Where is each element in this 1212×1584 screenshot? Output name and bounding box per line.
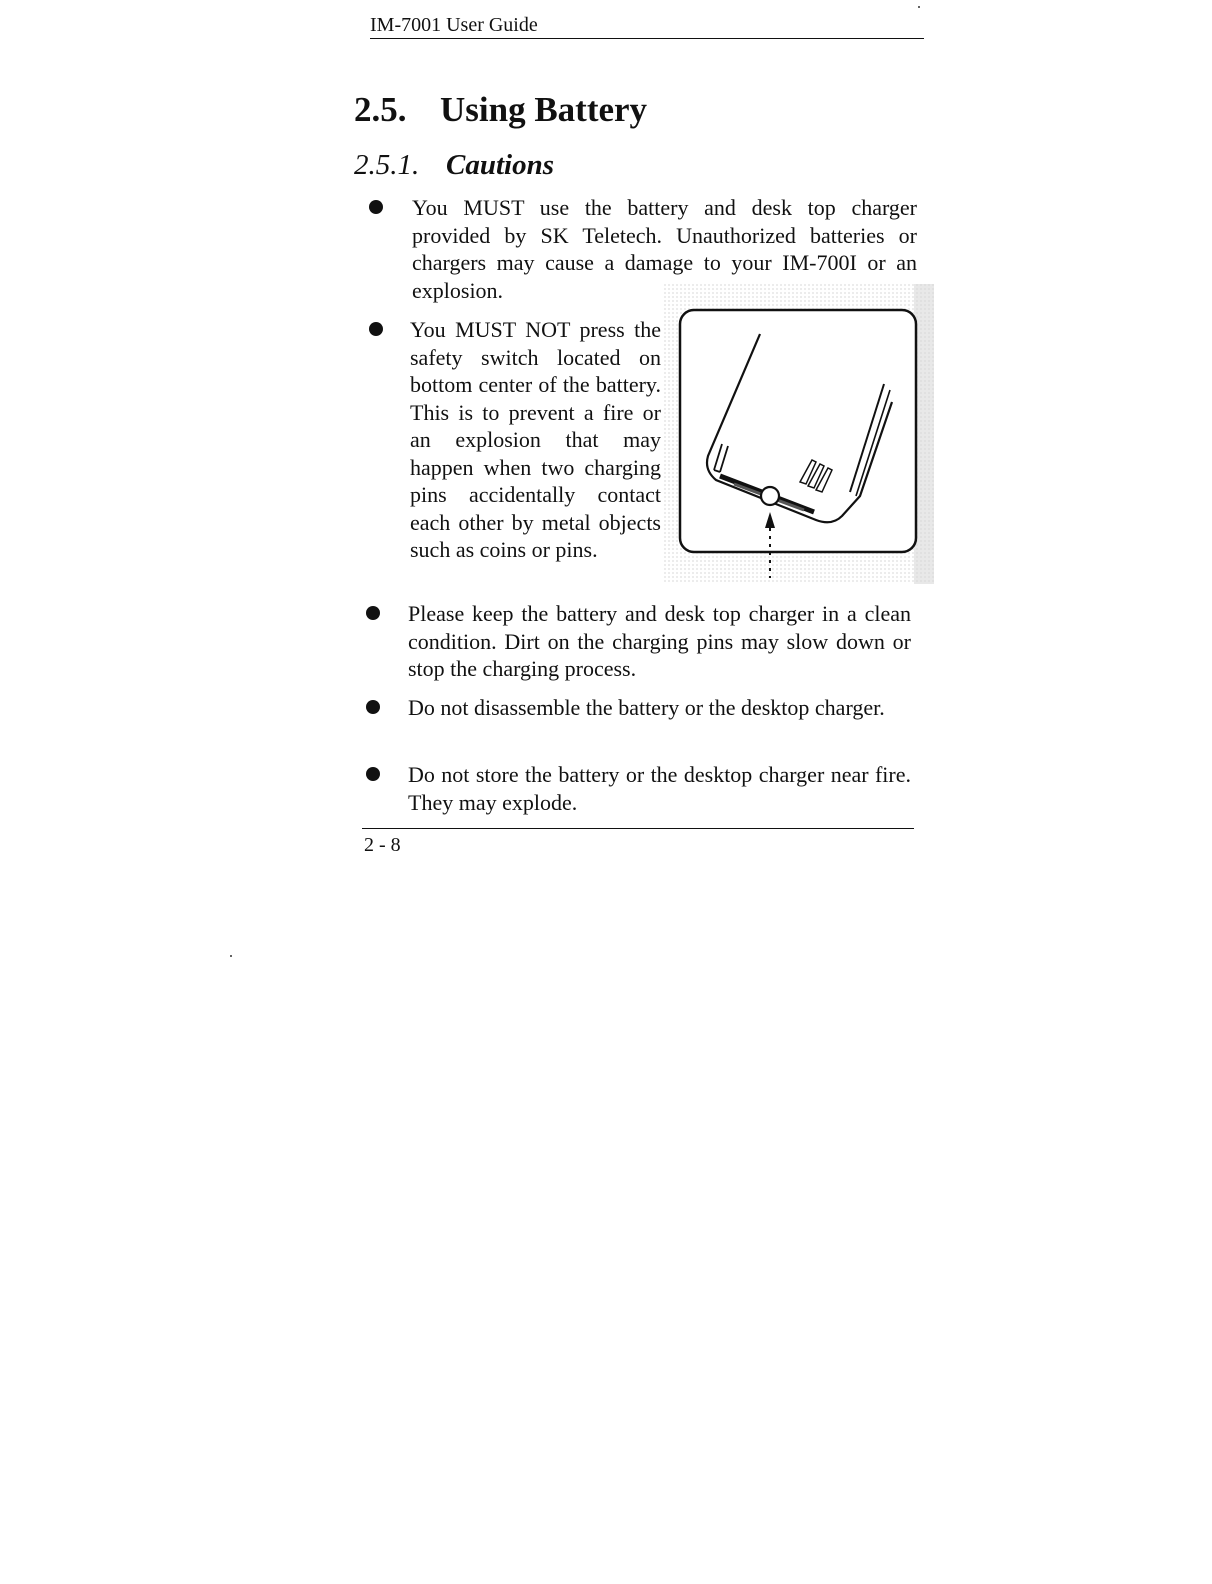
subsection-title-text: Cautions [446,149,554,181]
subsection-title [354,146,554,184]
section-title-text: Using Battery [440,90,648,129]
scan-speck [230,955,232,957]
caution-item-1: You MUST use the battery and desk top charger provided by SK Teletech. Unauthorized batteries or chargers may cause a damage to your IM-700I or an explosion. [412,195,917,303]
running-header: IM-7001 User Guide [370,12,924,39]
scan-speck [918,6,920,8]
bullet-icon [369,200,383,214]
caution-item-2: You MUST NOT press the safety switch located on bottom center of the battery. This is to prevent a fire or an explosion that may happen when two charging pins accidentally contact each other by metal objects such as coins or pins. [410,317,661,562]
battery-safety-switch-illustration [664,284,934,584]
bullet-icon [366,700,380,714]
battery-illustration-icon [664,284,934,584]
footer-rule [362,828,914,829]
section-number: 2.5. [354,90,407,129]
subsection-number: 2.5.1. [354,149,420,181]
caution-item-4: Do not disassemble the battery or the desktop charger. [408,695,885,720]
bullet-icon [366,606,380,620]
bullet-icon [366,767,380,781]
caution-item-5: Do not store the battery or the desktop charger near fire. They may explode. [408,762,911,815]
section-title [354,88,647,132]
caution-item-3: Please keep the battery and desk top charger in a clean condition. Dirt on the charging pins may slow down or stop the charging process. [408,601,911,681]
page-number: 2 - 8 [364,834,401,856]
bullet-icon [369,322,383,336]
